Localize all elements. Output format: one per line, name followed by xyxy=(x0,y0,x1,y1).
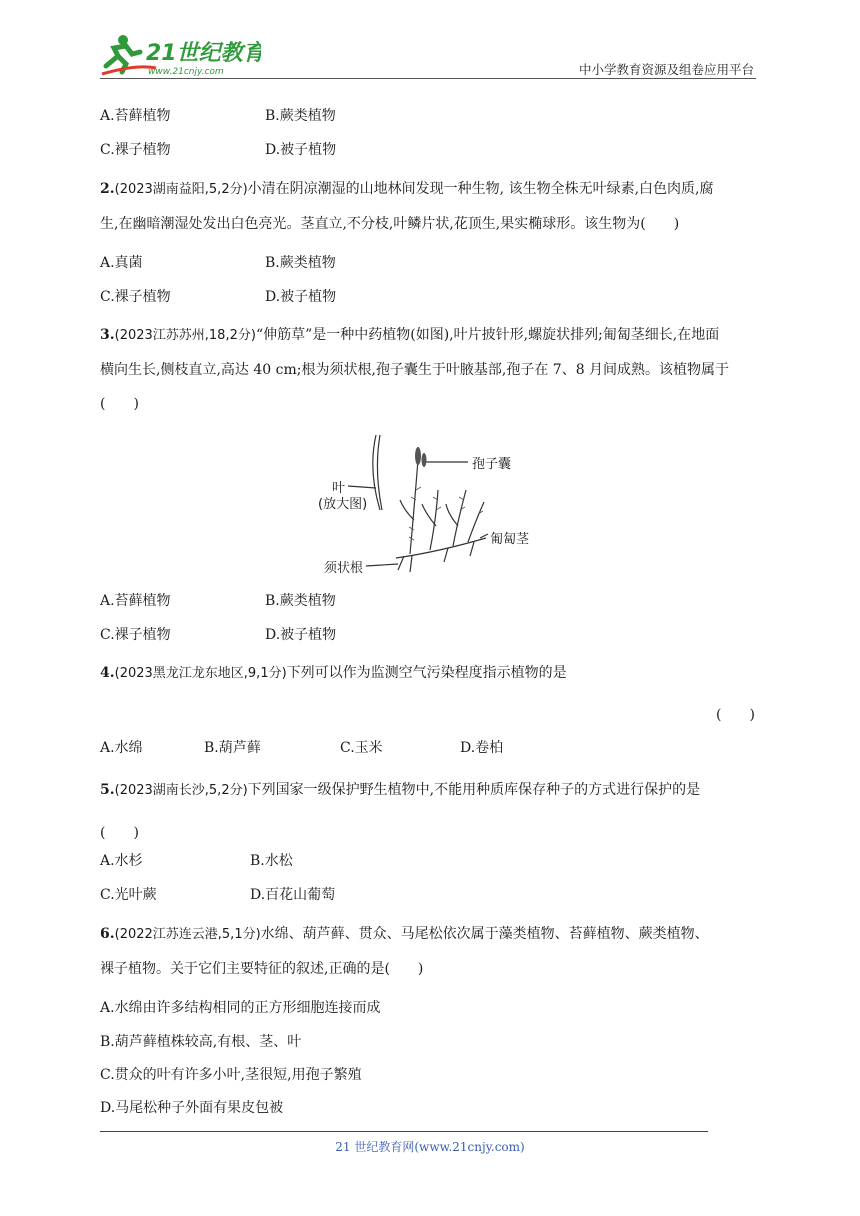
label-spore-capsule: 孢子囊 xyxy=(472,457,512,472)
q1-option-a: A.苔藓植物 xyxy=(100,108,171,124)
label-runner-stem: 匍匐茎 xyxy=(490,532,530,547)
label-fibrous-root: 须状根 xyxy=(324,561,364,576)
q4-option-d: D.卷柏 xyxy=(460,740,504,756)
label-leaf-zoom: (放大图) xyxy=(318,497,368,512)
q6-option-c: C.贯众的叶有许多小叶,茎很短,用孢子繁殖 xyxy=(100,1067,362,1083)
q5-option-d: D.百花山葡萄 xyxy=(250,887,336,903)
svg-text:www.21cnjy.com: www.21cnjy.com xyxy=(148,67,224,77)
q1-option-d: D.被子植物 xyxy=(265,142,337,158)
q3-option-b: B.蕨类植物 xyxy=(265,593,336,609)
svg-text:21世纪教育: 21世纪教育 xyxy=(146,41,261,66)
q4-option-b: B.葫芦藓 xyxy=(204,740,261,756)
q5-option-b: B.水松 xyxy=(250,853,293,869)
q1-option-c: C.裸子植物 xyxy=(100,142,171,158)
q6-option-b: B.葫芦藓植株较高,有根、茎、叶 xyxy=(100,1034,302,1050)
q3-stem: 3.(2023江苏苏州,18,2分)“伸筋草”是一种中药植物(如图),叶片披针形,螺旋状排列;匍匐茎细长,在地面 横向生长,侧枝直立,高达 40 cm;根为须状根,孢子囊生于叶腋基部,孢子在 7、8 月间成熟。该植物属于 ( ) xyxy=(100,327,730,412)
q5-option-c: C.光叶蕨 xyxy=(100,887,157,903)
q5-stem: 5.(2023湖南长沙,5,2分)下列国家一级保护野生植物中,不能用种质库保存种子的方式进行保护的是 ( ) xyxy=(100,782,701,841)
q3-option-d: D.被子植物 xyxy=(265,627,337,643)
q6-option-a: A.水绵由许多结构相同的正方形细胞连接而成 xyxy=(100,1000,381,1016)
q6-option-d: D.马尾松种子外面有果皮包被 xyxy=(100,1100,284,1116)
runner-logo-icon xyxy=(96,30,261,80)
q3-option-a: A.苔藓植物 xyxy=(100,593,171,609)
q2-option-a: A.真菌 xyxy=(100,255,143,271)
q2-stem: 2.(2023湖南益阳,5,2分)小清在阴凉潮湿的山地林间发现一种生物, 该生物全株无叶绿素,白色肉质,腐 生,在幽暗潮湿处发出白色亮光。茎直立,不分枝,叶鳞片状,花顶生,果实椭球形。该生物为( ) xyxy=(100,181,714,232)
q4-option-c: C.玉米 xyxy=(340,740,383,756)
footer-divider xyxy=(100,1131,708,1132)
q6-stem: 6.(2022江苏连云港,5,1分)水绵、葫芦藓、贯众、马尾松依次属于藻类植物、苔藓植物、蕨类植物、 裸子植物。关于它们主要特征的叙述,正确的是( ) xyxy=(100,926,709,977)
q4-option-a: A.水绵 xyxy=(100,740,143,756)
site-logo xyxy=(96,30,261,80)
q2-option-c: C.裸子植物 xyxy=(100,289,171,305)
q1-option-b: B.蕨类植物 xyxy=(265,108,336,124)
q2-option-b: B.蕨类植物 xyxy=(265,255,336,271)
q5-option-a: A.水杉 xyxy=(100,853,143,869)
platform-title: 中小学教育资源及组卷应用平台 xyxy=(578,62,754,77)
q3-option-c: C.裸子植物 xyxy=(100,627,171,643)
header-divider xyxy=(100,78,756,79)
q4-stem: 4.(2023黑龙江龙东地区,9,1分)下列可以作为监测空气污染程度指示植物的是 xyxy=(100,665,567,681)
q2-option-d: D.被子植物 xyxy=(265,289,337,305)
footer-site-link[interactable]: 21 世纪教育网(www.21cnjy.com) xyxy=(335,1140,525,1154)
q4-answer-paren: ( ) xyxy=(716,707,755,723)
label-leaf: 叶 xyxy=(332,481,346,496)
